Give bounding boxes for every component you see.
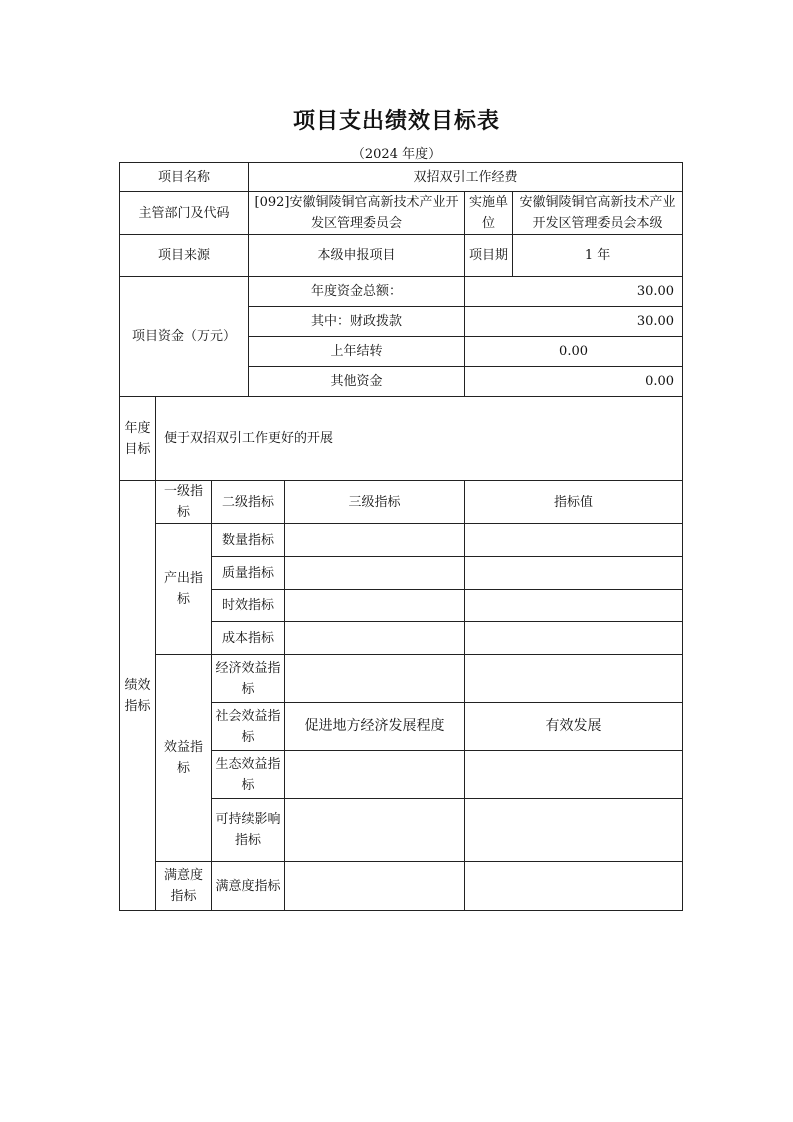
- indicator-name: 数量指标: [212, 524, 285, 557]
- header-value: 指标值: [465, 481, 683, 524]
- indicator-name: 可持续影响指标: [212, 799, 285, 862]
- header-level2: 二级指标: [212, 481, 285, 524]
- period-label: 项目期: [465, 235, 513, 277]
- project-name-label: 项目名称: [120, 163, 249, 192]
- funds-fiscal-value: 30.00: [465, 307, 683, 337]
- source-value: 本级申报项目: [249, 235, 465, 277]
- impl-unit-value: 安徽铜陵铜官高新技术产业开发区管理委员会本级: [513, 192, 683, 235]
- indicator-level3: [285, 655, 465, 703]
- indicator-name: 生态效益指标: [212, 751, 285, 799]
- indicator-level3: 促进地方经济发展程度: [285, 703, 465, 751]
- indicator-value: [465, 622, 683, 655]
- indicator-value: [465, 655, 683, 703]
- period-value: 1 年: [513, 235, 683, 277]
- indicator-level3: [285, 524, 465, 557]
- annual-goal-value: 便于双招双引工作更好的开展: [156, 397, 683, 481]
- indicator-level3: [285, 557, 465, 590]
- indicator-name: 成本指标: [212, 622, 285, 655]
- indicator-level3: [285, 799, 465, 862]
- indicator-level3: [285, 862, 465, 911]
- table-row: [120, 655, 683, 703]
- indicator-value: 有效发展: [465, 703, 683, 751]
- indicator-value: [465, 799, 683, 862]
- annual-goal-label: 年度目标: [120, 397, 156, 481]
- funds-total-label: 年度资金总额：: [249, 277, 465, 307]
- table-row: [120, 524, 683, 557]
- indicator-value: [465, 557, 683, 590]
- row-department: [120, 192, 683, 235]
- indicator-level3: [285, 751, 465, 799]
- funds-total-value: 30.00: [465, 277, 683, 307]
- row-project-name: [120, 163, 683, 192]
- funds-fiscal-label: 其中：财政拨款: [249, 307, 465, 337]
- satisfaction-indicator-label: 满意度指标: [156, 862, 212, 911]
- impl-unit-label: 实施单位: [465, 192, 513, 235]
- funds-other-value: 0.00: [465, 367, 683, 397]
- indicator-level3: [285, 622, 465, 655]
- row-indicator-headers: [120, 481, 683, 524]
- indicator-level3: [285, 590, 465, 622]
- funds-label: 项目资金（万元）: [120, 277, 249, 397]
- row-funds-total: [120, 277, 683, 307]
- funds-carryover-value: 0.00: [465, 337, 683, 367]
- row-source: [120, 235, 683, 277]
- table-row: [120, 862, 683, 911]
- department-value: [092]安徽铜陵铜官高新技术产业开发区管理委员会: [249, 192, 465, 235]
- header-level3: 三级指标: [285, 481, 465, 524]
- indicator-name: 时效指标: [212, 590, 285, 622]
- indicator-value: [465, 590, 683, 622]
- indicator-name: 满意度指标: [212, 862, 285, 911]
- funds-other-label: 其他资金: [249, 367, 465, 397]
- year-label: （2024 年度）: [351, 147, 442, 162]
- page-title: 项目支出绩效目标表: [292, 108, 500, 134]
- output-indicator-label: 产出指标: [156, 524, 212, 655]
- indicator-name: 质量指标: [212, 557, 285, 590]
- header-level1: 一级指标: [156, 481, 212, 524]
- indicator-value: [465, 862, 683, 911]
- indicator-name: 经济效益指标: [212, 655, 285, 703]
- benefit-indicator-label: 效益指标: [156, 655, 212, 862]
- indicator-value: [465, 524, 683, 557]
- indicator-value: [465, 751, 683, 799]
- indicators-label: 绩效指标: [120, 481, 156, 911]
- indicator-name: 社会效益指标: [212, 703, 285, 751]
- performance-target-table: [119, 162, 683, 911]
- row-annual-goal: [120, 397, 683, 481]
- source-label: 项目来源: [120, 235, 249, 277]
- funds-carryover-label: 上年结转: [249, 337, 465, 367]
- department-label: 主管部门及代码: [120, 192, 249, 235]
- project-name-value: 双招双引工作经费: [249, 163, 683, 192]
